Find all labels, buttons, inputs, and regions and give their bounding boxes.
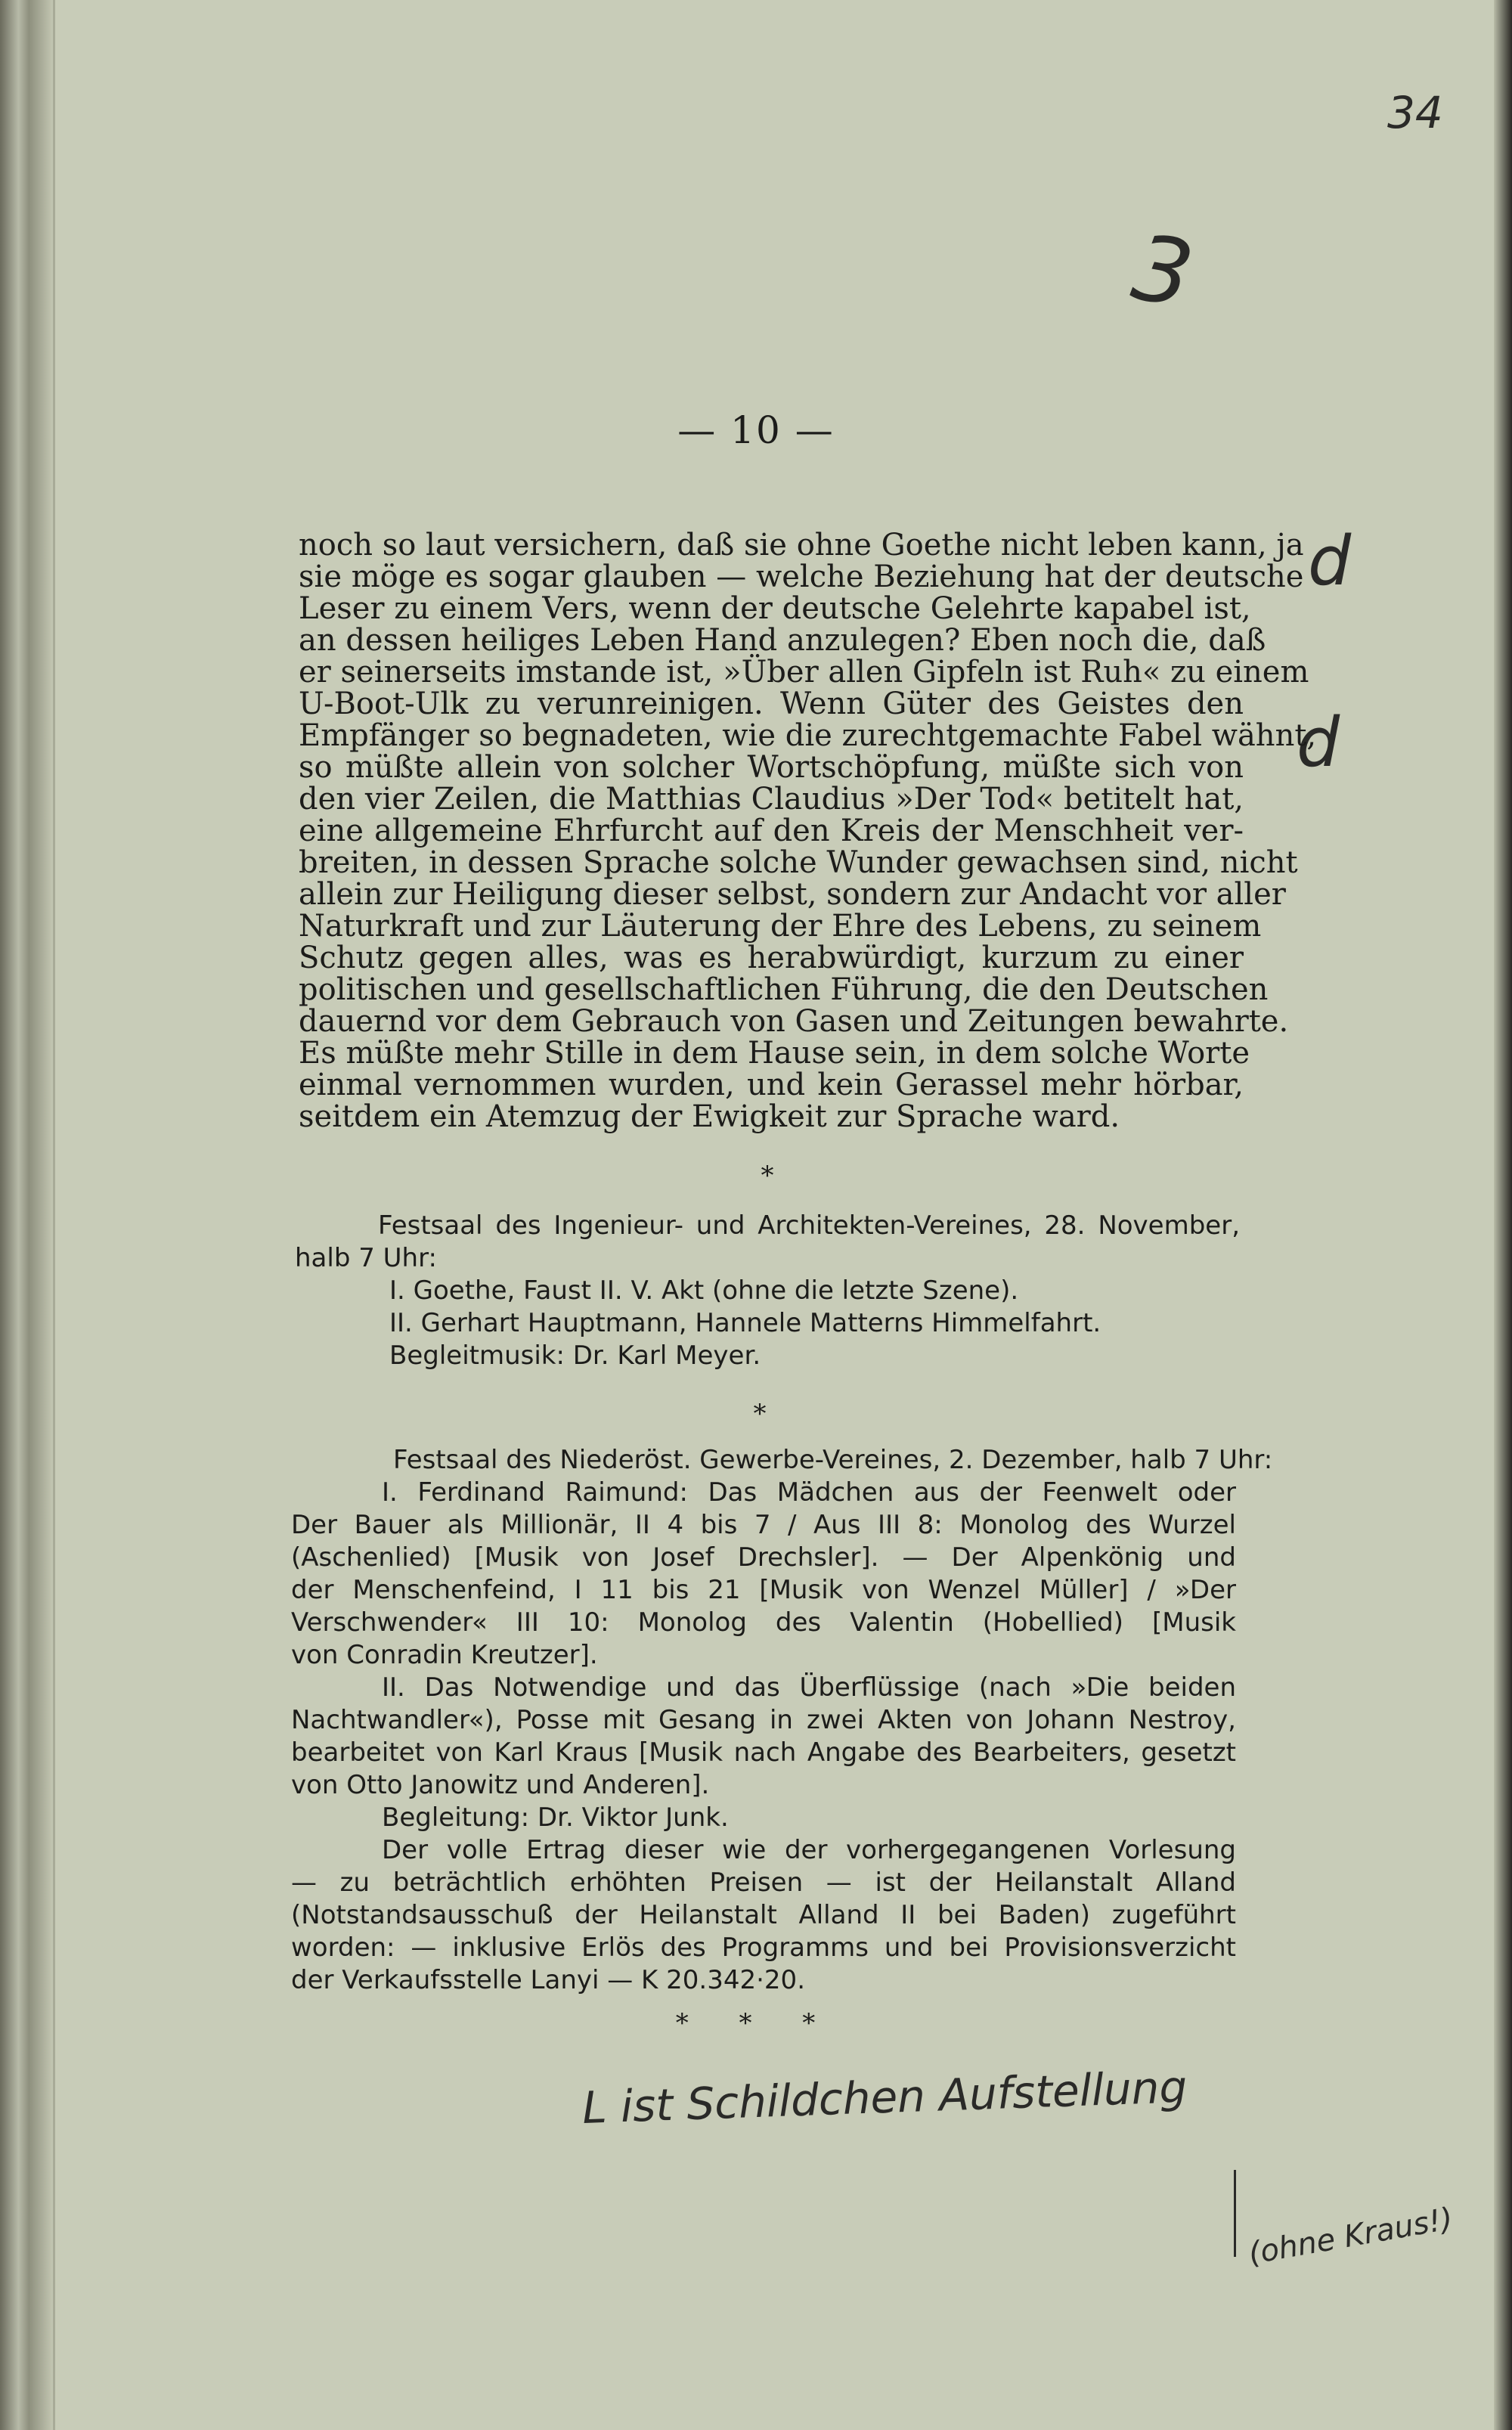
program-text-line: Nachtwandler«), Posse mit Gesang in zwei Akten von Johann Nestroy,	[291, 1705, 1236, 1735]
handwritten-margin-mark-1: d	[1308, 522, 1352, 601]
handwritten-top-mark: 3	[1125, 215, 1201, 329]
text-line: Leser zu einem Vers, wenn der deutsche Gelehrte kapabel ist,	[299, 591, 1251, 626]
handwritten-margin-mark-2: d	[1297, 703, 1340, 783]
proceeds-text-line: (Notstandsausschuß der Heilanstalt Alland II bei Baden) zugeführt	[291, 1900, 1236, 1930]
event-time-line: halb 7 Uhr:	[295, 1243, 437, 1273]
text-line: Schutz gegen alles, was es herabwürdigt, kurzum zu einer	[299, 941, 1244, 975]
proceeds-text-line: worden: — inklusive Erlös des Programms und bei Provisionsverzicht	[291, 1933, 1236, 1963]
proceeds-total-line: der Verkaufsstelle Lanyi — K 20.342·20.	[291, 1965, 805, 1995]
text-line: er seinerseits imstande ist, »Über allen Gipfeln ist Ruh« zu einem	[299, 655, 1309, 690]
event-section-1	[295, 1210, 1240, 1372]
handwritten-bottom-right-note: (ohne Kraus!)	[1246, 2201, 1456, 2272]
program-text-line: Verschwender« III 10: Monolog des Valentin (Hobellied) [Musik	[291, 1607, 1236, 1638]
program-text-line: von Conradin Kreutzer].	[291, 1640, 598, 1670]
text-line: sie möge es sogar glauben — welche Beziehung hat der deutsche	[299, 559, 1304, 594]
text-line: dauernd vor dem Gebrauch von Gasen und Zeitungen bewahrte.	[299, 1004, 1289, 1039]
separator-star: *	[753, 1399, 767, 1429]
text-line: einmal vernommen wurden, und kein Gerassel mehr hörbar,	[299, 1068, 1244, 1102]
program-item: II. Gerhart Hauptmann, Hannele Matterns Himmelfahrt.	[389, 1308, 1101, 1338]
event-section-2	[291, 1444, 1273, 1997]
program-text-line: von Otto Janowitz und Anderen].	[291, 1770, 710, 1800]
text-line: U-Boot-Ulk zu verunreinigen. Wenn Güter des Geistes den	[299, 687, 1244, 721]
event-venue-line: Festsaal des Ingenieur- und Architekten-Vereines, 28. November,	[378, 1210, 1240, 1241]
text-line: Es müßte mehr Stille in dem Hause sein, in dem solche Worte	[299, 1036, 1250, 1071]
proceeds-text-line: Der volle Ertrag dieser wie der vorhergegangenen Vorlesung	[382, 1835, 1236, 1865]
program-text-line: bearbeitet von Karl Kraus [Musik nach Angabe des Bearbeiters, gesetzt	[291, 1737, 1236, 1768]
handwritten-folio-number: 34	[1387, 87, 1443, 138]
text-line: so müßte allein von solcher Wortschöpfung, müßte sich von	[299, 750, 1244, 785]
page-edge-shadow	[1494, 0, 1512, 2430]
text-line: noch so laut versichern, daß sie ohne Goethe nicht leben kann, ja	[299, 528, 1304, 563]
text-line: an dessen heiliges Leben Hand anzulegen? Eben noch die, daß	[299, 623, 1266, 658]
accompaniment-line: Begleitung: Dr. Viktor Junk.	[382, 1802, 729, 1833]
book-binding	[0, 0, 55, 2430]
program-text-line: der Menschenfeind, I 11 bis 21 [Musik von Wenzel Müller] / »Der	[291, 1575, 1236, 1605]
proceeds-text-line: — zu beträchtlich erhöhten Preisen — ist der Heilanstalt Alland	[291, 1867, 1236, 1898]
text-line: allein zur Heiligung dieser selbst, sondern zur Andacht vor aller	[299, 877, 1286, 912]
text-line: seitdem ein Atemzug der Ewigkeit zur Sprache ward.	[299, 1099, 1120, 1134]
text-line: den vier Zeilen, die Matthias Claudius »Der Tod« betitelt hat,	[299, 782, 1244, 817]
program-text-line: (Aschenlied) [Musik von Josef Drechsler]. — Der Alpenkönig und	[291, 1542, 1236, 1573]
event-venue-line: Festsaal des Niederöst. Gewerbe-Vereines, 2. Dezember, halb 7 Uhr:	[393, 1445, 1273, 1475]
closing-stars: * * *	[675, 2008, 837, 2038]
accompaniment-line: Begleitmusik: Dr. Karl Meyer.	[389, 1341, 761, 1371]
handwritten-vertical-stroke	[1234, 2170, 1236, 2257]
text-line: Naturkraft und zur Läuterung der Ehre des Lebens, zu seinem	[299, 909, 1262, 944]
program-item: I. Goethe, Faust II. V. Akt (ohne die letzte Szene).	[389, 1275, 1019, 1306]
separator-star: *	[761, 1161, 774, 1191]
body-paragraph	[299, 528, 1317, 1134]
text-line: breiten, in dessen Sprache solche Wunder gewachsen sind, nicht	[299, 845, 1298, 880]
program-item: I. Ferdinand Raimund: Das Mädchen aus der Feenwelt oder	[382, 1477, 1236, 1508]
text-line: Empfänger so begnadeten, wie die zurechtgemachte Fabel wähnt,	[299, 718, 1317, 753]
handwritten-bottom-note: L ist Schildchen Aufstellung	[581, 2061, 1188, 2134]
program-item: II. Das Notwendige und das Überflüssige (nach »Die beiden	[382, 1672, 1236, 1703]
page-number: — 10 —	[677, 408, 835, 452]
program-text-line: Der Bauer als Millionär, II 4 bis 7 / Aus III 8: Monolog des Wurzel	[291, 1510, 1236, 1540]
text-line: politischen und gesellschaftlichen Führung, die den Deutschen	[299, 972, 1269, 1007]
text-line: eine allgemeine Ehrfurcht auf den Kreis der Menschheit ver-	[299, 814, 1244, 848]
